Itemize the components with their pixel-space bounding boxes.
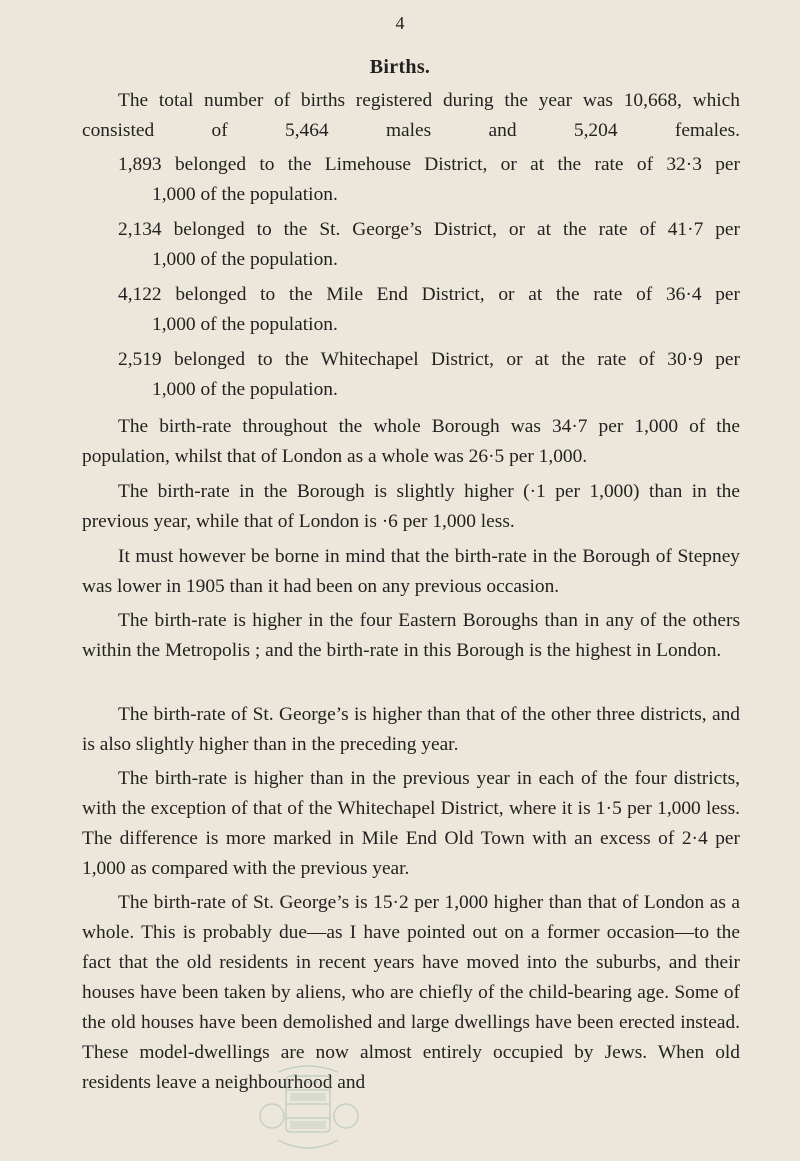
library-stamp-icon [248,1060,368,1160]
district-entry-line: 1,893 belonged to the Limehouse District, or at the rate of 32·3 per [118,154,740,175]
page-number: 4 [395,13,405,33]
paragraph-four-districts: The birth-rate is higher than in the previous year in each of the four districts, with the exception of that of the Whitechapel District, where it is 1·5 per 1,000 less. The difference is more marked in Mile End Old Town with an excess of 2·4 per 1,000 as compared with the previous year. [82,768,740,879]
district-entry-mile-end [118,280,740,340]
paragraph-st-georges-higher: The birth-rate of St. George’s is higher than that of the other three districts, and is also slightly higher than in the preceding year. [82,704,740,755]
district-entry-line: 1,000 of the population. [152,314,338,335]
district-entry-line: 2,519 belonged to the Whitechapel District, or at the rate of 30·9 per [118,349,740,370]
district-entry-line: 1,000 of the population. [152,249,338,270]
section-heading: Births. [369,56,431,78]
district-entry-line: 4,122 belonged to the Mile End District, or at the rate of 36·4 per [118,284,740,305]
district-entry-st-georges [118,215,740,275]
district-entry-line: 1,000 of the population. [152,184,338,205]
paragraph-borough-rate: The birth-rate throughout the whole Borough was 34·7 per 1,000 of the population, whilst that of London as a whole was 26·5 per 1,000. [82,416,740,467]
district-entry-line: 1,000 of the population. [152,379,338,400]
district-entry-line: 2,134 belonged to the St. George’s District, or at the rate of 41·7 per [118,219,740,240]
paragraph-aliens: The birth-rate of St. George’s is 15·2 per 1,000 higher than that of London as a whole. This is probably due—as I have pointed out on a former occasion—to the fact that the old residents in recent years have moved into the suburbs, and their houses have been taken by aliens, who are chiefly of the child-bearing age. Some of the old houses have been demolished and large dwellings have been erected instead. These model-dwellings are now almost entirely occupied by Jews. When old residents leave a neighbourhood and [82,892,740,1093]
paragraph-eastern-boroughs: The birth-rate is higher in the four Eastern Boroughs than in any of the others within the Metropolis ; and the birth-rate in this Borough is the highest in London. [82,610,740,661]
paragraph-stepney-1905: It must however be borne in mind that the birth-rate in the Borough of Stepney was lower in 1905 than it had been on any previous occasion. [82,546,740,597]
district-entry-whitechapel [118,345,740,405]
intro-paragraph: The total number of births registered during the year was 10,668, which consisted of 5,464 males and 5,204 females. [82,90,740,141]
paragraph-previous-year: The birth-rate in the Borough is slightly higher (·1 per 1,000) than in the previous year, while that of London is ·6 per 1,000 less. [82,481,740,532]
district-entry-limehouse [118,150,740,210]
